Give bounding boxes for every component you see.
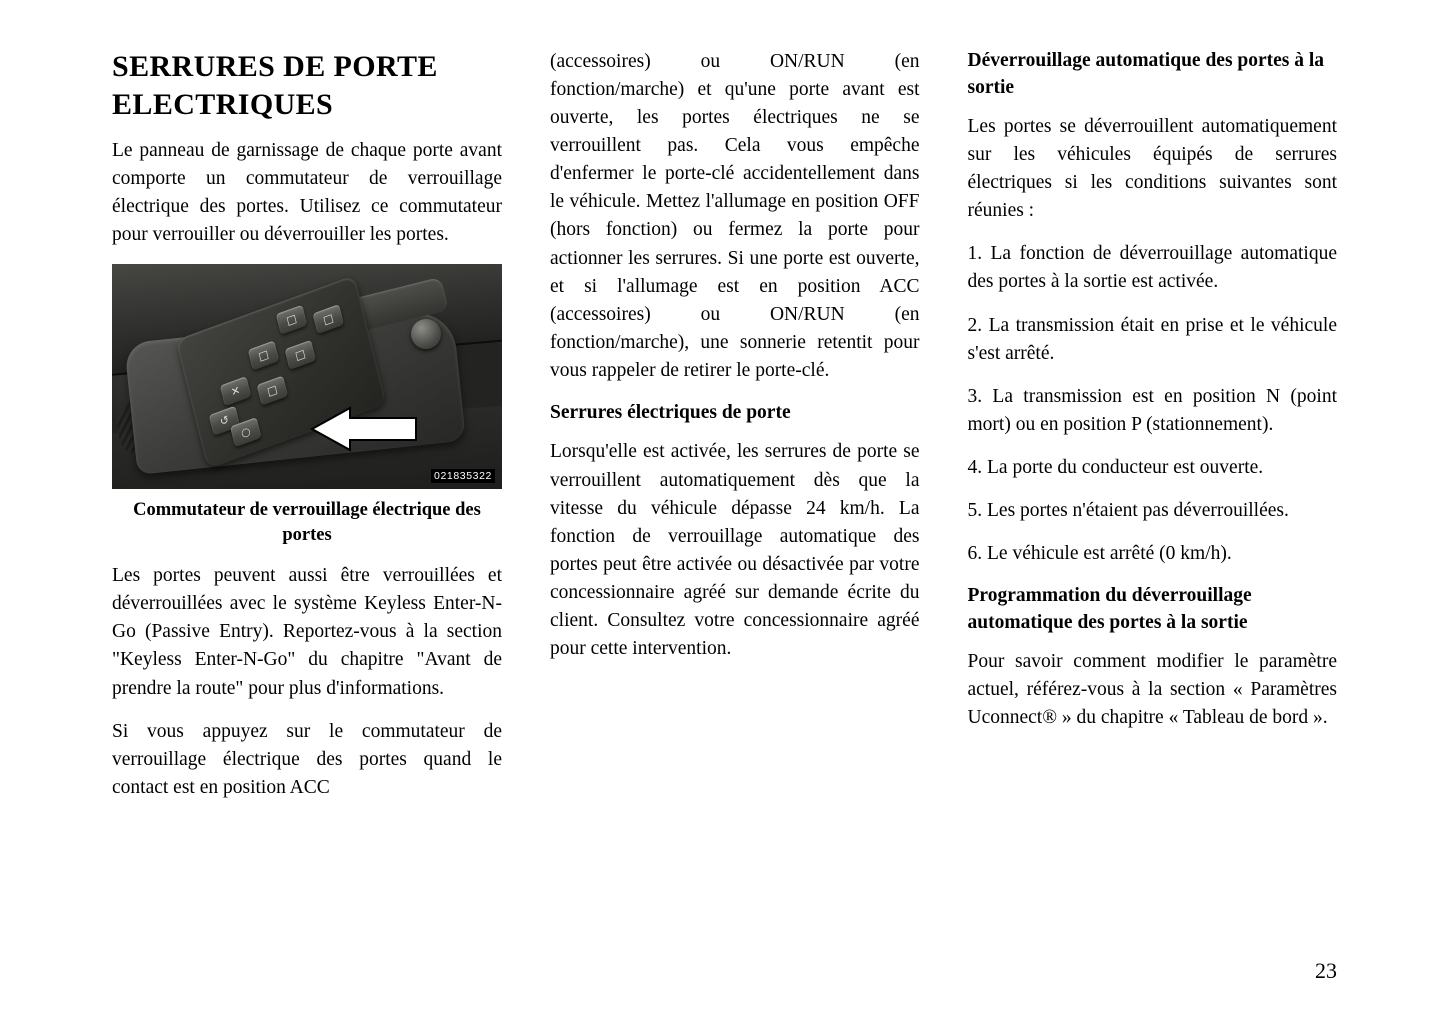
middle-heading-power-door-locks: Serrures électriques de porte xyxy=(550,401,791,423)
middle-paragraph-2: Lorsqu'elle est activée, les serrures de porte se verrouillent automatiquement dès que la vitesse du véhicule dépasse 24 km/h. La fonction de verrouillage automatique des portes peut être activée ou désactivée par votre concessionnaire agréé sur demande écrite du client. Consultez votre concessionnaire agréé pour cette intervention. xyxy=(550,441,920,659)
window-lockout-button-icon: □ xyxy=(257,376,288,406)
window-button-front-left-icon: □ xyxy=(276,305,307,335)
right-list-item-1: 1. La fonction de déverrouillage automatique des portes à la sortie est activée. xyxy=(967,243,1337,293)
left-paragraph-2: Les portes peuvent aussi être verrouillées et déverrouillées avec le système Keyless Enter-N-Go (Passive Entry). Reportez-vous à la section "Keyless Enter-N-Go" du chapitre "Avant de prendre la route" pour plus d'informations. xyxy=(112,565,502,699)
right-heading-programming: Programmation du déverrouillage automatique des portes à la sortie xyxy=(967,585,1252,633)
door-lock-button-icon: ↺ xyxy=(209,406,240,436)
page-number: 23 xyxy=(1315,958,1337,983)
window-button-rear-left-icon: □ xyxy=(248,341,279,371)
figure-caption: Commutateur de verrouillage électrique des portes xyxy=(133,500,481,546)
left-column xyxy=(112,48,502,802)
left-paragraph-1: Le panneau de garnissage de chaque porte avant comporte un commutateur de verrouillage électrique des portes. Utilisez ce commutateur pour verrouiller ou déverrouiller les portes. xyxy=(112,140,502,246)
right-column xyxy=(968,48,1338,802)
right-list-item-4: 4. La porte du conducteur est ouverte. xyxy=(967,456,1264,478)
page-columns xyxy=(112,48,1337,802)
right-list-item-2: 2. La transmission était en prise et le véhicule s'est arrêté. xyxy=(967,314,1337,364)
right-paragraph-1: Les portes se déverrouillent automatiquement sur les véhicules équipés de serrures électriques si les conditions suivantes sont réunies : xyxy=(967,116,1337,222)
window-button-rear-right-icon: □ xyxy=(285,340,316,370)
left-paragraph-3: Si vous appuyez sur le commutateur de verrouillage électrique des portes quand le contact est en position ACC xyxy=(112,720,502,798)
middle-column xyxy=(550,48,920,802)
middle-paragraph-1: (accessoires) ou ON/RUN (en fonction/marche) et qu'une porte avant est ouverte, les portes électriques ne se verrouillent pas. Cela vous empêche d'enfermer le porte-clé accidentellement dans le véhicule. Mettez l'allumage en position OFF (hors fonction) ou fermez la porte pour actionner les serrures. Si une porte est ouverte, et si l'allumage est en position ACC (accessoires) ou ON/RUN (en fonction/marche), une sonnerie retentit pour vous rappeler de retirer le porte-clé. xyxy=(550,51,920,381)
figure-door-lock-switch xyxy=(112,264,502,548)
right-list-item-5: 5. Les portes n'étaient pas déverrouillées. xyxy=(967,499,1289,521)
page-title: SERRURES DE PORTE ELECTRIQUES xyxy=(112,50,438,121)
window-button-front-right-icon: □ xyxy=(313,304,344,334)
right-list-item-6: 6. Le véhicule est arrêté (0 km/h). xyxy=(967,542,1232,564)
mirror-select-button-icon: ✕ xyxy=(220,376,251,406)
figure-code: 021835322 xyxy=(431,469,495,483)
right-paragraph-2: Pour savoir comment modifier le paramètre actuel, référez-vous à la section « Paramètres Uconnect® » du chapitre « Tableau de bord ». xyxy=(967,651,1337,729)
right-list-item-3: 3. La transmission est en position N (point mort) ou en position P (stationnement). xyxy=(967,385,1337,435)
callout-arrow-icon xyxy=(308,406,418,452)
door-unlock-button-icon: ○ xyxy=(230,417,261,447)
right-heading-auto-unlock: Déverrouillage automatique des portes à la sortie xyxy=(967,50,1325,98)
figure-image xyxy=(112,264,502,489)
